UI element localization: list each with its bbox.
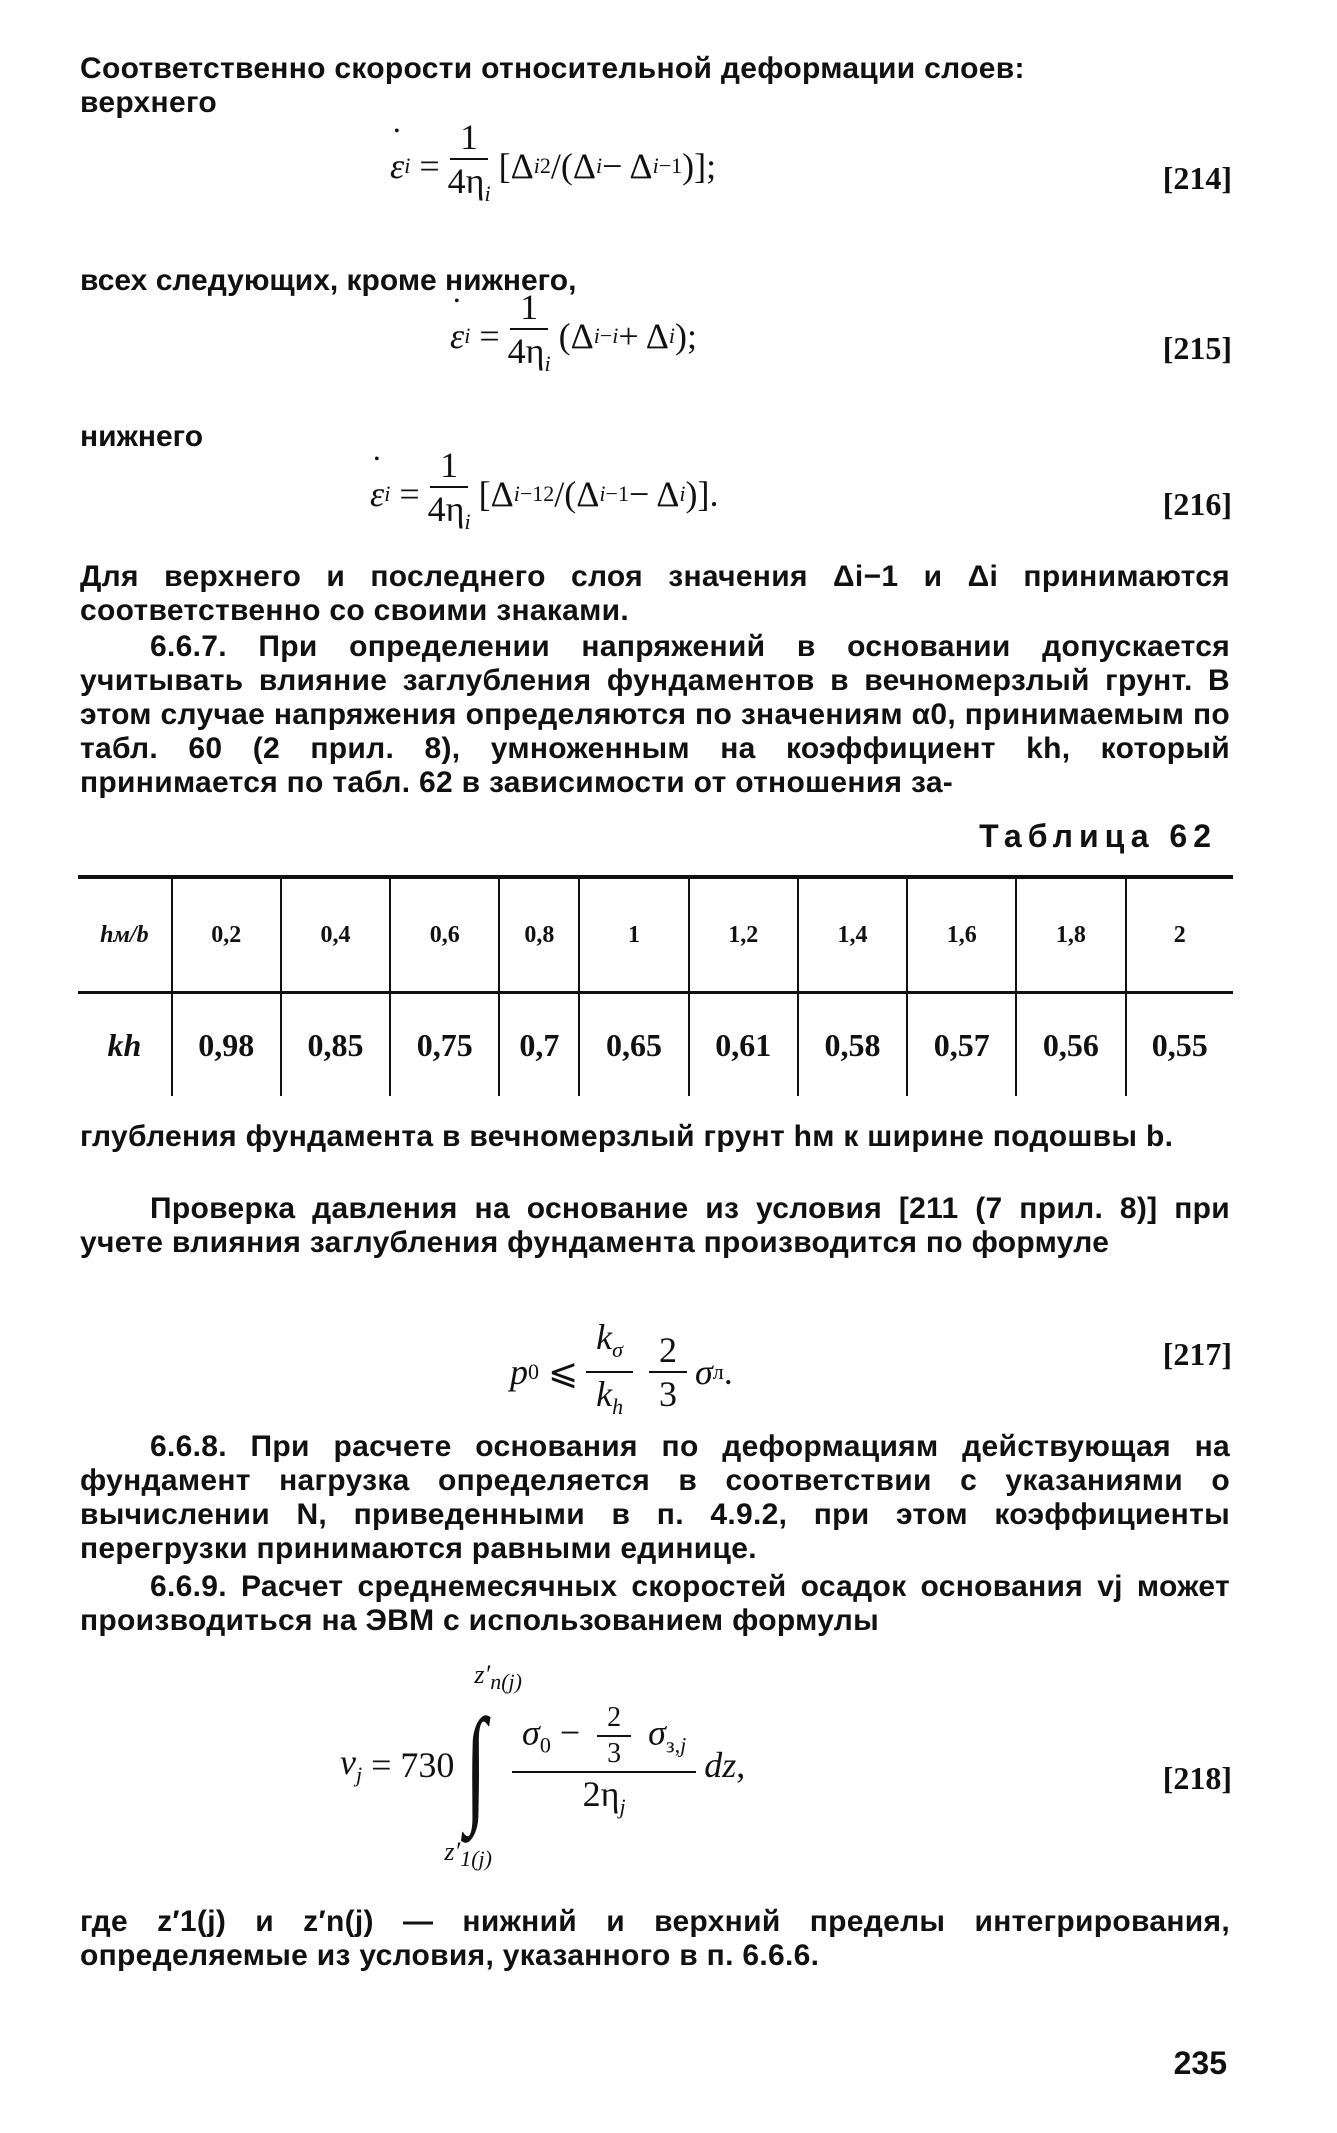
- kh-cell: 0,58: [798, 993, 907, 1097]
- paragraph-6-6-9: 6.6.9. Расчет среднемесячных скоростей осадок основания vj может производиться на ЭВМ с использованием формулы: [80, 1570, 1230, 1637]
- equation-number-218: [218]: [1162, 1760, 1232, 1796]
- ratio-cell: 2: [1126, 877, 1233, 993]
- page-number: 235: [1173, 2045, 1227, 2081]
- ratio-cell: 0,6: [390, 877, 499, 993]
- paragraph-signs: Для верхнего и последнего слоя значения Δi−1 и Δi принимаются соответственно со своими знаками.: [80, 560, 1230, 627]
- kh-cell: 0,65: [579, 993, 688, 1097]
- kh-cell: 0,61: [689, 993, 798, 1097]
- table-62: [78, 875, 1233, 1096]
- kh-cell: 0,98: [172, 993, 281, 1097]
- kh-cell: 0,7: [499, 993, 579, 1097]
- kh-cell: 0,57: [907, 993, 1016, 1097]
- header-label: hм/b: [78, 877, 172, 993]
- ratio-cell: 0,8: [499, 877, 579, 993]
- ratio-cell: 1,4: [798, 877, 907, 993]
- ratio-cell: 1,6: [907, 877, 1016, 993]
- table-caption: Таблица 62: [979, 818, 1217, 854]
- paragraph-pressure-check: Проверка давления на основание из условия [211 (7 прил. 8)] при учете влияния заглубления фундамента производится по формуле: [80, 1192, 1230, 1259]
- table-header-row: [78, 877, 1233, 993]
- ratio-cell: 0,4: [281, 877, 390, 993]
- table-values-row: [78, 993, 1233, 1097]
- equation-215: • ε i = $\frac{1}{4\eta_i}$ (Δ i−i + Δ i );: [450, 288, 697, 383]
- equation-218: $v_j$ = 730 $z'_{n(j)}$ ∫ $z'_{1(j)}$ $\sigma_0$ − $\frac{2}{3}$ $\sigma_{з,j}$ $2\eta_j$ dz ,: [340, 1660, 746, 1871]
- paragraph-6-6-8: 6.6.8. При расчете основания по деформациям действующая на фундамент нагрузка определяется в соответствии с указаниями о вычислении N, приведенными в п. 4.9.2, при этом коэффициенты перегрузки принимаются равными единице.: [80, 1430, 1230, 1565]
- paragraph-integration-limits: где z′1(j) и z′n(j) — нижний и верхний пределы интегрирования, определяемые из условия, указанного в п. 6.6.6.: [80, 1905, 1230, 1972]
- equation-216: • ε i = $\frac{1}{4\eta_i}$ [Δ i−1 2 /(Δ i−1 − Δ i )].: [370, 446, 719, 541]
- row-label: kh: [107, 1026, 142, 1063]
- ratio-cell: 1,8: [1016, 877, 1125, 993]
- paragraph-strain-rates: Соответственно скорости относительной деформации слоев: верхнего: [80, 52, 1025, 119]
- equation-number-215: [215]: [1162, 330, 1232, 366]
- ratio-cell: 1,2: [689, 877, 798, 993]
- equation-217: p 0 ⩽ $\frac{k_\sigma}{k_h}$ $\frac{2}{3}$ σ л .: [510, 1317, 733, 1420]
- ratio-cell: 0,2: [172, 877, 281, 993]
- equation-214: • ε i = $\frac{1}{4\eta_i}$ [Δ i 2 /(Δ i − Δ i−1 )];: [390, 118, 716, 213]
- integral-sign: $z'_{n(j)}$ ∫ $z'_{1(j)}$: [444, 1660, 522, 1871]
- kh-cell: 0,75: [390, 993, 499, 1097]
- kh-cell: 0,55: [1126, 993, 1233, 1097]
- paragraph-table-continuation: глубления фундамента в вечномерзлый грунт hм к ширине подошвы b.: [80, 1120, 1174, 1153]
- paragraph-middle-layers: всех следующих, кроме нижнего,: [80, 264, 577, 297]
- paragraph-6-6-7: 6.6.7. При определении напряжений в основании допускается учитывать влияние заглубления фундаментов в вечномерзлый грунт. В этом случае напряжения определяются по значениям α0, принимаемым по табл. 60 (2 прил. 8), умноженным на коэффициент kh, который принимается по табл. 62 в зависимости от отношения за-: [80, 630, 1230, 799]
- kh-cell: 0,56: [1016, 993, 1125, 1097]
- equation-number-214: [214]: [1162, 160, 1232, 196]
- paragraph-bottom-layer: нижнего: [80, 420, 204, 453]
- equation-number-217: [217]: [1162, 1336, 1232, 1372]
- kh-cell: 0,85: [281, 993, 390, 1097]
- equation-number-216: [216]: [1162, 486, 1232, 522]
- ratio-cell: 1: [579, 877, 688, 993]
